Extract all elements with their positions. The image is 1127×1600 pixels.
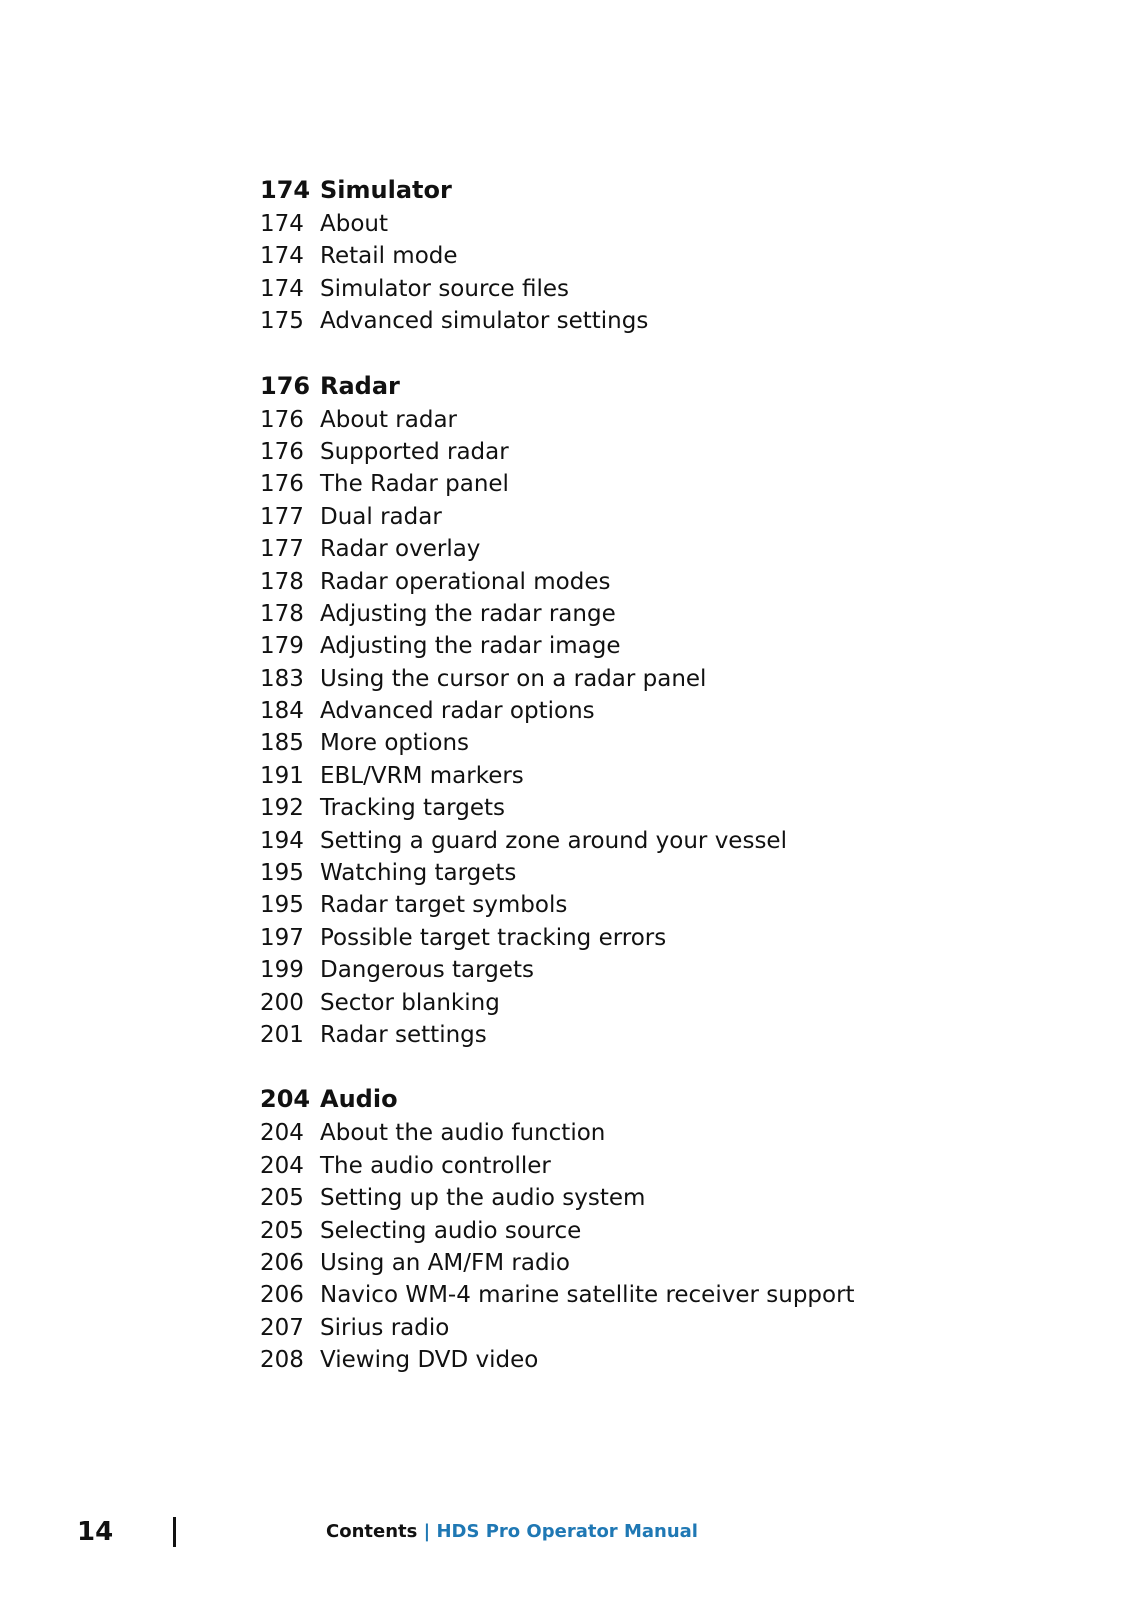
toc-entry[interactable] — [260, 630, 1060, 662]
toc-entry[interactable] — [260, 825, 1060, 857]
toc-entry[interactable] — [260, 922, 1060, 954]
footer-divider — [173, 1517, 176, 1547]
toc-entry[interactable] — [260, 436, 1060, 468]
section-page-number: 204 — [260, 1085, 311, 1114]
section-title: Radar — [320, 371, 400, 400]
entry-page-number: 205 — [260, 1185, 304, 1212]
toc-entry[interactable] — [260, 1344, 1060, 1376]
toc-entry[interactable] — [260, 501, 1060, 533]
entry-title: About the audio function — [320, 1120, 606, 1147]
entry-title: Advanced radar options — [320, 698, 595, 725]
entry-page-number: 208 — [260, 1347, 304, 1374]
toc-entry[interactable] — [260, 1312, 1060, 1344]
footer-manual-title: HDS Pro Operator Manual — [436, 1521, 698, 1542]
toc-entry[interactable] — [260, 468, 1060, 500]
toc-entry[interactable] — [260, 208, 1060, 240]
entry-title: Using the cursor on a radar panel — [320, 665, 707, 692]
entry-title: About — [320, 211, 389, 237]
entry-page-number: 201 — [260, 1021, 304, 1048]
section-page-number: 174 — [260, 176, 311, 204]
toc-entry[interactable] — [260, 695, 1060, 727]
entry-page-number: 174 — [260, 275, 304, 302]
entry-page-number: 176 — [260, 471, 304, 498]
section-title: Audio — [320, 1085, 398, 1114]
entry-title: Dangerous targets — [320, 957, 534, 984]
entry-page-number: 204 — [260, 1120, 304, 1147]
entry-page-number: 207 — [260, 1314, 304, 1341]
entry-title: Dual radar — [320, 503, 442, 530]
entry-page-number: 199 — [260, 957, 304, 984]
entry-title: Using an AM/FM radio — [320, 1249, 571, 1276]
toc-entry[interactable] — [260, 792, 1060, 824]
entry-title: Viewing DVD video — [320, 1347, 539, 1374]
entry-page-number: 183 — [260, 665, 304, 692]
page-number: 14 — [77, 1517, 114, 1547]
toc-entry[interactable] — [260, 1117, 1060, 1149]
entry-page-number: 174 — [260, 211, 304, 237]
entry-title: Adjusting the radar image — [320, 633, 621, 660]
entry-page-number: 184 — [260, 698, 304, 725]
entry-page-number: 194 — [260, 827, 304, 854]
entry-title: Radar settings — [320, 1021, 487, 1048]
section-heading[interactable] — [260, 368, 1060, 404]
entry-page-number: 197 — [260, 924, 304, 951]
entry-page-number: 178 — [260, 568, 304, 595]
entry-page-number: 176 — [260, 406, 304, 433]
toc-entry[interactable] — [260, 273, 1060, 305]
toc-entry[interactable] — [260, 857, 1060, 889]
entry-title: About radar — [320, 406, 458, 433]
toc-section — [260, 172, 1060, 338]
entry-page-number: 175 — [260, 308, 304, 335]
entry-title: Sirius radio — [320, 1314, 450, 1341]
entry-page-number: 206 — [260, 1282, 304, 1309]
entry-page-number: 195 — [260, 860, 304, 887]
entry-page-number: 174 — [260, 243, 304, 270]
toc-entry[interactable] — [260, 1279, 1060, 1311]
entry-title: Watching targets — [320, 860, 517, 887]
entry-title: EBL/VRM markers — [320, 762, 524, 789]
toc-entry[interactable] — [260, 1150, 1060, 1182]
toc-entry[interactable] — [260, 1019, 1060, 1051]
entry-title: Sector blanking — [320, 989, 500, 1016]
toc-entry[interactable] — [260, 1215, 1060, 1247]
section-heading[interactable] — [260, 1081, 1060, 1117]
toc-section — [260, 368, 1060, 1052]
toc-entry[interactable] — [260, 240, 1060, 272]
section-page-number: 176 — [260, 371, 311, 400]
toc-entry[interactable] — [260, 889, 1060, 921]
entry-title: Setting up the audio system — [320, 1185, 646, 1212]
section-title: Simulator — [320, 176, 452, 204]
entry-page-number: 177 — [260, 536, 304, 563]
entry-page-number: 200 — [260, 989, 304, 1016]
running-footer — [326, 1520, 698, 1544]
toc-entry[interactable] — [260, 663, 1060, 695]
toc-entry[interactable] — [260, 760, 1060, 792]
toc-entry[interactable] — [260, 598, 1060, 630]
entry-title: Possible target tracking errors — [320, 924, 667, 951]
entry-page-number: 179 — [260, 633, 304, 660]
entry-title: Setting a guard zone around your vessel — [320, 827, 787, 854]
entry-page-number: 185 — [260, 730, 304, 757]
entry-title: Supported radar — [320, 438, 509, 465]
toc-entry[interactable] — [260, 987, 1060, 1019]
toc-entry[interactable] — [260, 1182, 1060, 1214]
toc-entry[interactable] — [260, 727, 1060, 759]
toc-entry[interactable] — [260, 305, 1060, 337]
toc-entry[interactable] — [260, 566, 1060, 598]
section-heading[interactable] — [260, 172, 1060, 208]
toc-entry[interactable] — [260, 954, 1060, 986]
entry-title: Radar target symbols — [320, 892, 568, 919]
entry-title: The Radar panel — [320, 471, 509, 498]
entry-page-number: 205 — [260, 1217, 304, 1244]
entry-title: The audio controller — [320, 1152, 551, 1179]
entry-title: Radar operational modes — [320, 568, 611, 595]
entry-title: More options — [320, 730, 470, 757]
entry-page-number: 176 — [260, 438, 304, 465]
entry-title: Radar overlay — [320, 536, 481, 563]
entry-page-number: 178 — [260, 600, 304, 627]
entry-page-number: 195 — [260, 892, 304, 919]
table-of-contents — [260, 172, 1060, 1407]
toc-entry[interactable] — [260, 533, 1060, 565]
entry-page-number: 206 — [260, 1249, 304, 1276]
footer-section-label: Contents — [326, 1521, 418, 1542]
entry-title: Retail mode — [320, 243, 458, 270]
entry-page-number: 204 — [260, 1152, 304, 1179]
entry-title: Navico WM-4 marine satellite receiver support — [320, 1282, 855, 1309]
entry-page-number: 191 — [260, 762, 304, 789]
footer-separator: | — [423, 1521, 431, 1542]
toc-entry[interactable] — [260, 1247, 1060, 1279]
toc-section — [260, 1081, 1060, 1376]
toc-entry[interactable] — [260, 404, 1060, 436]
entry-page-number: 192 — [260, 795, 304, 822]
entry-title: Advanced simulator settings — [320, 308, 649, 335]
entry-title: Tracking targets — [320, 795, 505, 822]
entry-page-number: 177 — [260, 503, 304, 530]
entry-title: Selecting audio source — [320, 1217, 582, 1244]
entry-title: Simulator source files — [320, 275, 570, 302]
entry-title: Adjusting the radar range — [320, 600, 616, 627]
